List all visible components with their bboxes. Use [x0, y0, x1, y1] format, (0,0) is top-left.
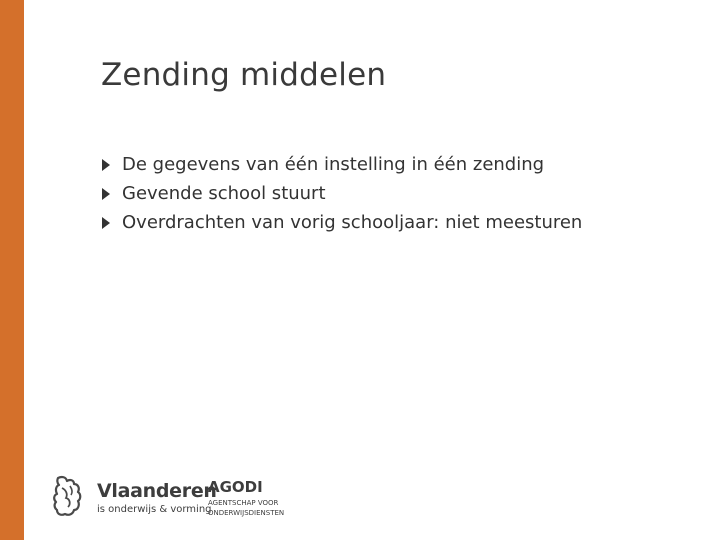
bullet-text: Gevende school stuurt [122, 183, 326, 204]
bullet-item [102, 208, 582, 237]
slide-title: Zending middelen [101, 57, 387, 93]
agodi-subtitle [208, 498, 284, 518]
flemish-lion-icon [52, 474, 88, 518]
vlaanderen-wordmark: Vlaanderen [97, 480, 217, 502]
vlaanderen-logo [52, 472, 217, 520]
triangle-bullet-icon [102, 217, 110, 229]
bullet-item [102, 150, 582, 179]
bullet-list [102, 150, 582, 237]
bullet-text: Overdrachten van vorig schooljaar: niet meesturen [122, 212, 583, 233]
bullet-item [102, 179, 582, 208]
triangle-bullet-icon [102, 188, 110, 200]
accent-sidebar-bar [0, 0, 24, 540]
agodi-subtitle-line: AGENTSCHAP VOOR [208, 499, 279, 507]
bullet-text: De gegevens van één instelling in één zending [122, 154, 545, 175]
vlaanderen-tagline: is onderwijs & vorming [97, 504, 212, 515]
triangle-bullet-icon [102, 159, 110, 171]
agodi-logo [208, 478, 318, 522]
agodi-wordmark: AGODI [208, 478, 263, 496]
agodi-subtitle-line: ONDERWIJSDIENSTEN [208, 509, 285, 517]
